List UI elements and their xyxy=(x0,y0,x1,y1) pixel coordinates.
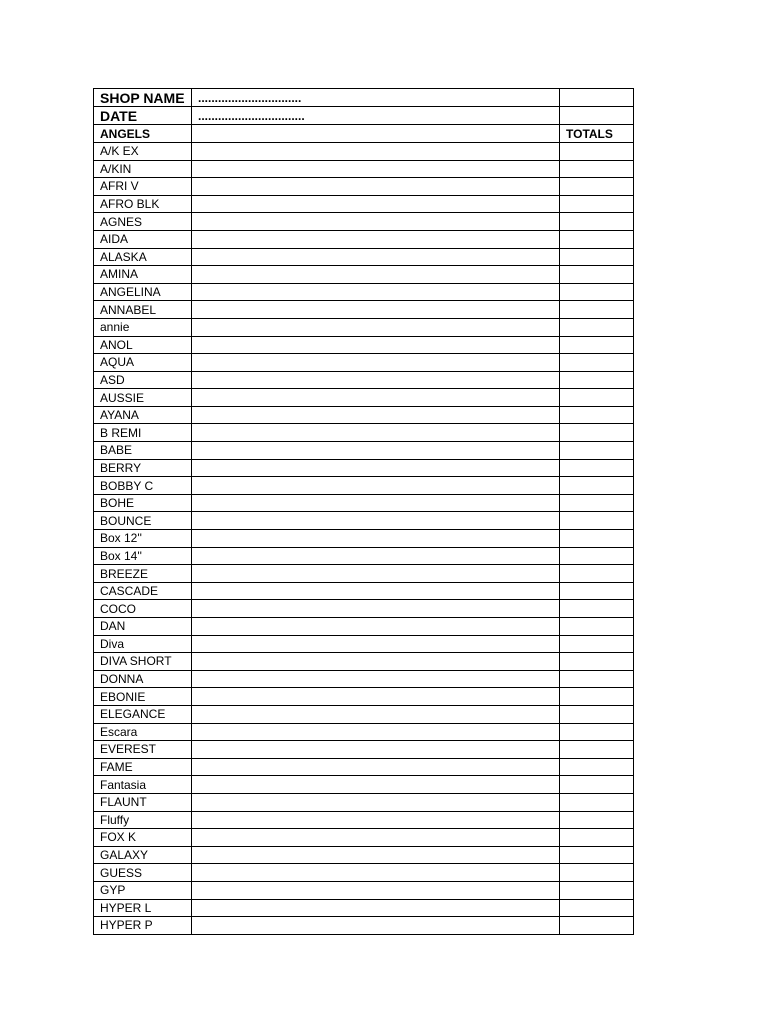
item-total-cell[interactable] xyxy=(560,266,634,284)
item-total-cell[interactable] xyxy=(560,354,634,372)
item-quantity-cell[interactable] xyxy=(192,371,560,389)
table-row xyxy=(94,371,634,389)
item-quantity-cell[interactable] xyxy=(192,283,560,301)
table-row xyxy=(94,142,634,160)
item-total-cell[interactable] xyxy=(560,670,634,688)
item-quantity-cell[interactable] xyxy=(192,512,560,530)
item-total-cell[interactable] xyxy=(560,899,634,917)
totals-header: TOTALS xyxy=(560,125,634,143)
item-quantity-cell[interactable] xyxy=(192,406,560,424)
item-name: FLAUNT xyxy=(94,793,192,811)
table-row xyxy=(94,266,634,284)
table-row xyxy=(94,635,634,653)
item-name: ALASKA xyxy=(94,248,192,266)
date-extra-cell[interactable] xyxy=(560,107,634,125)
table-row xyxy=(94,530,634,548)
item-total-cell[interactable] xyxy=(560,424,634,442)
item-total-cell[interactable] xyxy=(560,881,634,899)
item-quantity-cell[interactable] xyxy=(192,301,560,319)
item-quantity-cell[interactable] xyxy=(192,635,560,653)
item-name: BABE xyxy=(94,442,192,460)
table-row xyxy=(94,705,634,723)
item-name: AFRO BLK xyxy=(94,195,192,213)
item-quantity-cell[interactable] xyxy=(192,705,560,723)
item-total-cell[interactable] xyxy=(560,864,634,882)
table-row xyxy=(94,565,634,583)
item-quantity-cell[interactable] xyxy=(192,477,560,495)
table-row xyxy=(94,178,634,196)
table-row xyxy=(94,793,634,811)
item-name: BOBBY C xyxy=(94,477,192,495)
table-row xyxy=(94,618,634,636)
item-name: CASCADE xyxy=(94,582,192,600)
table-row xyxy=(94,723,634,741)
item-quantity-cell[interactable] xyxy=(192,336,560,354)
item-total-cell[interactable] xyxy=(560,582,634,600)
item-quantity-cell[interactable] xyxy=(192,530,560,548)
table-row xyxy=(94,512,634,530)
item-total-cell[interactable] xyxy=(560,917,634,935)
stock-table xyxy=(93,88,634,935)
table-row xyxy=(94,881,634,899)
item-name: Box 14'' xyxy=(94,547,192,565)
item-name: ANNABEL xyxy=(94,301,192,319)
item-quantity-cell[interactable] xyxy=(192,318,560,336)
item-total-cell[interactable] xyxy=(560,178,634,196)
item-total-cell[interactable] xyxy=(560,389,634,407)
table-row xyxy=(94,864,634,882)
item-quantity-cell[interactable] xyxy=(192,758,560,776)
table-row xyxy=(94,442,634,460)
item-total-cell[interactable] xyxy=(560,283,634,301)
item-name: AIDA xyxy=(94,230,192,248)
item-quantity-cell[interactable] xyxy=(192,846,560,864)
item-name: Escara xyxy=(94,723,192,741)
item-total-cell[interactable] xyxy=(560,653,634,671)
item-total-cell[interactable] xyxy=(560,705,634,723)
item-quantity-cell[interactable] xyxy=(192,829,560,847)
item-total-cell[interactable] xyxy=(560,512,634,530)
table-row xyxy=(94,477,634,495)
item-quantity-cell[interactable] xyxy=(192,864,560,882)
table-row xyxy=(94,776,634,794)
item-total-cell[interactable] xyxy=(560,160,634,178)
date-field[interactable]: ................................ xyxy=(192,107,560,125)
item-total-cell[interactable] xyxy=(560,776,634,794)
item-name: FAME xyxy=(94,758,192,776)
item-name: BOHE xyxy=(94,494,192,512)
table-row xyxy=(94,670,634,688)
table-row xyxy=(94,160,634,178)
item-name: HYPER L xyxy=(94,899,192,917)
item-name: BOUNCE xyxy=(94,512,192,530)
table-row xyxy=(94,230,634,248)
item-quantity-cell[interactable] xyxy=(192,670,560,688)
table-row xyxy=(94,653,634,671)
item-total-cell[interactable] xyxy=(560,793,634,811)
item-total-cell[interactable] xyxy=(560,688,634,706)
item-quantity-cell[interactable] xyxy=(192,547,560,565)
table-row xyxy=(94,213,634,231)
item-total-cell[interactable] xyxy=(560,230,634,248)
item-quantity-cell[interactable] xyxy=(192,600,560,618)
item-quantity-cell[interactable] xyxy=(192,230,560,248)
item-quantity-cell[interactable] xyxy=(192,917,560,935)
shop-name-extra-cell[interactable] xyxy=(560,89,634,107)
date-label: DATE xyxy=(94,107,192,125)
item-total-cell[interactable] xyxy=(560,600,634,618)
item-total-cell[interactable] xyxy=(560,477,634,495)
item-name: AYANA xyxy=(94,406,192,424)
item-quantity-cell[interactable] xyxy=(192,582,560,600)
item-total-cell[interactable] xyxy=(560,494,634,512)
item-name: annie xyxy=(94,318,192,336)
item-total-cell[interactable] xyxy=(560,723,634,741)
item-name: Fantasia xyxy=(94,776,192,794)
date-row xyxy=(94,107,634,125)
item-quantity-cell[interactable] xyxy=(192,142,560,160)
item-name: HYPER P xyxy=(94,917,192,935)
item-name: AUSSIE xyxy=(94,389,192,407)
item-name: FOX K xyxy=(94,829,192,847)
table-row xyxy=(94,459,634,477)
item-total-cell[interactable] xyxy=(560,829,634,847)
item-quantity-cell[interactable] xyxy=(192,248,560,266)
table-row xyxy=(94,899,634,917)
item-name: COCO xyxy=(94,600,192,618)
table-row xyxy=(94,758,634,776)
item-quantity-cell[interactable] xyxy=(192,424,560,442)
table-row xyxy=(94,547,634,565)
table-row xyxy=(94,318,634,336)
item-quantity-cell[interactable] xyxy=(192,899,560,917)
item-total-cell[interactable] xyxy=(560,758,634,776)
item-total-cell[interactable] xyxy=(560,618,634,636)
item-quantity-cell[interactable] xyxy=(192,266,560,284)
item-name: BERRY xyxy=(94,459,192,477)
table-row xyxy=(94,600,634,618)
table-row xyxy=(94,283,634,301)
item-quantity-cell[interactable] xyxy=(192,618,560,636)
item-quantity-cell[interactable] xyxy=(192,389,560,407)
table-row xyxy=(94,741,634,759)
item-total-cell[interactable] xyxy=(560,635,634,653)
item-quantity-cell[interactable] xyxy=(192,195,560,213)
item-quantity-cell[interactable] xyxy=(192,811,560,829)
item-name: DIVA SHORT xyxy=(94,653,192,671)
item-name: A/K EX xyxy=(94,142,192,160)
item-quantity-cell[interactable] xyxy=(192,565,560,583)
item-name: BREEZE xyxy=(94,565,192,583)
quantity-header xyxy=(192,125,560,143)
item-name: DONNA xyxy=(94,670,192,688)
table-row xyxy=(94,688,634,706)
item-name: AFRI V xyxy=(94,178,192,196)
item-name: ANGELINA xyxy=(94,283,192,301)
item-name: GUESS xyxy=(94,864,192,882)
item-quantity-cell[interactable] xyxy=(192,688,560,706)
item-name: AQUA xyxy=(94,354,192,372)
table-row xyxy=(94,336,634,354)
item-quantity-cell[interactable] xyxy=(192,776,560,794)
table-row xyxy=(94,582,634,600)
item-total-cell[interactable] xyxy=(560,406,634,424)
table-row xyxy=(94,248,634,266)
item-name: Box 12'' xyxy=(94,530,192,548)
item-name: GALAXY xyxy=(94,846,192,864)
column-header-row xyxy=(94,125,634,143)
item-quantity-cell[interactable] xyxy=(192,178,560,196)
item-total-cell[interactable] xyxy=(560,530,634,548)
item-total-cell[interactable] xyxy=(560,371,634,389)
shop-name-label: SHOP NAME xyxy=(94,89,192,107)
table-row xyxy=(94,406,634,424)
item-quantity-cell[interactable] xyxy=(192,354,560,372)
item-total-cell[interactable] xyxy=(560,142,634,160)
item-total-cell[interactable] xyxy=(560,336,634,354)
item-quantity-cell[interactable] xyxy=(192,723,560,741)
item-name: AMINA xyxy=(94,266,192,284)
item-total-cell[interactable] xyxy=(560,301,634,319)
item-total-cell[interactable] xyxy=(560,248,634,266)
item-total-cell[interactable] xyxy=(560,846,634,864)
item-quantity-cell[interactable] xyxy=(192,494,560,512)
item-name: Fluffy xyxy=(94,811,192,829)
shop-name-field[interactable]: ............................... xyxy=(192,89,560,107)
shop-name-row xyxy=(94,89,634,107)
table-row xyxy=(94,195,634,213)
table-row xyxy=(94,389,634,407)
item-quantity-cell[interactable] xyxy=(192,881,560,899)
table-row xyxy=(94,811,634,829)
item-quantity-cell[interactable] xyxy=(192,793,560,811)
category-header: ANGELS xyxy=(94,125,192,143)
item-total-cell[interactable] xyxy=(560,811,634,829)
item-name: GYP xyxy=(94,881,192,899)
item-name: B REMI xyxy=(94,424,192,442)
item-total-cell[interactable] xyxy=(560,213,634,231)
item-name: ANOL xyxy=(94,336,192,354)
item-total-cell[interactable] xyxy=(560,318,634,336)
item-name: DAN xyxy=(94,618,192,636)
table-row xyxy=(94,301,634,319)
table-row xyxy=(94,354,634,372)
item-total-cell[interactable] xyxy=(560,459,634,477)
item-quantity-cell[interactable] xyxy=(192,442,560,460)
item-quantity-cell[interactable] xyxy=(192,741,560,759)
table-row xyxy=(94,424,634,442)
item-total-cell[interactable] xyxy=(560,547,634,565)
table-row xyxy=(94,917,634,935)
item-name: Diva xyxy=(94,635,192,653)
item-name: ASD xyxy=(94,371,192,389)
item-total-cell[interactable] xyxy=(560,195,634,213)
item-total-cell[interactable] xyxy=(560,442,634,460)
item-quantity-cell[interactable] xyxy=(192,213,560,231)
item-name: A/KIN xyxy=(94,160,192,178)
order-sheet xyxy=(93,88,634,935)
item-name: AGNES xyxy=(94,213,192,231)
item-name: ELEGANCE xyxy=(94,705,192,723)
item-name: EVEREST xyxy=(94,741,192,759)
table-row xyxy=(94,846,634,864)
table-row xyxy=(94,829,634,847)
item-quantity-cell[interactable] xyxy=(192,653,560,671)
item-total-cell[interactable] xyxy=(560,565,634,583)
item-name: EBONIE xyxy=(94,688,192,706)
item-total-cell[interactable] xyxy=(560,741,634,759)
table-row xyxy=(94,494,634,512)
item-quantity-cell[interactable] xyxy=(192,459,560,477)
item-quantity-cell[interactable] xyxy=(192,160,560,178)
